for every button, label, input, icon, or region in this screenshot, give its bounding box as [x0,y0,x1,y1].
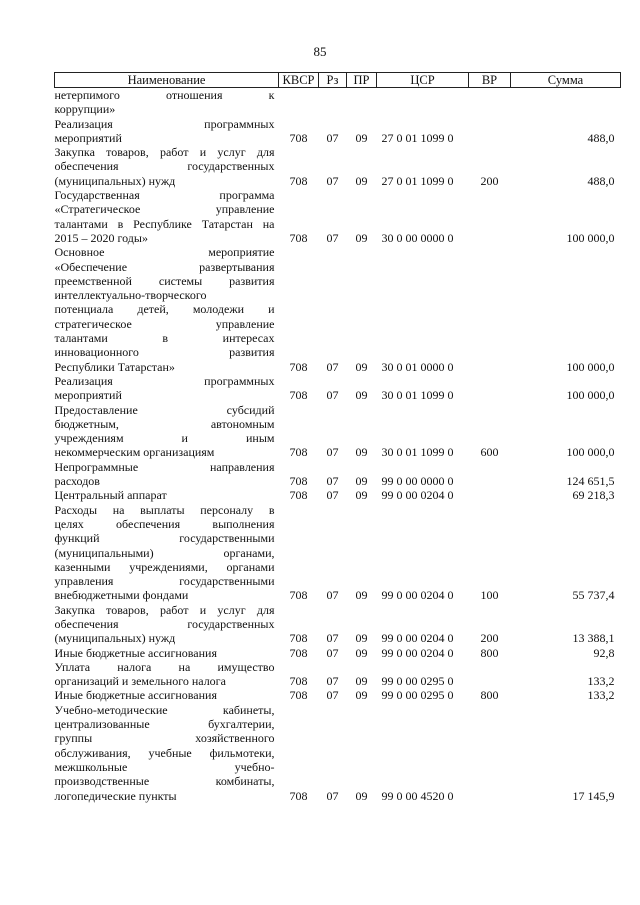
cell-csr: 99 0 00 0204 0 [381,488,454,503]
cell-rz: 07 [326,688,339,703]
cell-sum: 17 145,9 [572,788,615,803]
cell-vr [469,703,511,803]
row-name [55,688,279,702]
cell-sum: 100 000,0 [566,230,615,245]
row-name-line: Государственная программа [54,188,275,203]
table-row [55,403,621,460]
row-name-line: мероприятий [54,388,122,403]
cell-vr [469,188,511,245]
cell-kvsr: 708 [289,359,308,374]
cell-pr: 09 [355,130,368,145]
cell-kvsr: 708 [289,130,308,145]
cell-kvsr: 708 [289,173,308,188]
cell-sum: 124 651,5 [566,474,615,489]
cell-vr [469,660,511,689]
row-name-line: логопедические пункты [54,788,177,803]
cell-rz: 07 [326,359,339,374]
cell-sum: 133,2 [587,674,615,689]
row-name-line: казенными учреждениями, органами [54,559,275,574]
cell-kvsr: 708 [289,388,308,403]
row-name-line: коррупции» [54,102,116,117]
row-name [55,117,279,146]
row-name-line: Центральный аппарат [54,488,167,503]
row-name-line: бюджетным, автономным [54,416,275,431]
row-name [55,374,279,403]
row-name-line: Реализация программных [54,373,275,388]
row-name-line: преемственной системы развития [54,273,275,288]
budget-table-container [54,72,620,803]
row-name [55,88,279,117]
cell-sum: 488,0 [587,173,615,188]
row-name-line: Уплата налога на имущество [54,659,275,674]
row-name-line: некоммерческим организациям [54,445,215,460]
table-row [55,188,621,245]
page-number: 85 [313,44,327,59]
table-row [55,488,621,502]
table-row [55,374,621,403]
row-name-line: Учебно-методические кабинеты, [54,702,275,717]
row-name-line: Основное мероприятие [54,245,275,260]
cell-pr: 09 [355,474,368,489]
row-name-line: «Обеспечение развертывания [54,259,275,274]
cell-rz: 07 [326,788,339,803]
cell-vr: 800 [480,645,499,660]
cell-rz: 07 [326,230,339,245]
row-name-line: Иные бюджетные ассигнования [54,688,217,703]
cell-kvsr: 708 [289,631,308,646]
row-name-line: организаций и земельного налога [54,674,226,689]
row-name [55,460,279,489]
table-row [55,88,621,117]
cell-vr: 200 [480,173,499,188]
row-name-line: функций государственными [54,531,275,546]
row-name [55,503,279,603]
cell-kvsr: 708 [289,488,308,503]
row-name [55,660,279,689]
cell-csr: 99 0 00 0204 0 [381,588,454,603]
cell-rz: 07 [326,588,339,603]
cell-pr: 09 [355,388,368,403]
row-name-line: межшкольные учебно- [54,759,275,774]
row-name-line: (муниципальными) органами, [54,545,275,560]
cell-rz: 07 [326,631,339,646]
header-vr: ВР [469,73,511,88]
cell-kvsr: 708 [289,445,308,460]
table-row [55,245,621,374]
header-row [55,73,621,88]
cell-pr: 09 [355,631,368,646]
cell-pr: 09 [355,688,368,703]
cell-vr [469,117,511,146]
row-name-line: (муниципальных) нужд [54,631,176,646]
cell-vr: 200 [480,631,499,646]
cell-sum: 133,2 [587,688,615,703]
row-name-line: целях обеспечения выполнения [54,516,275,531]
cell-rz: 07 [326,488,339,503]
cell-csr: 99 0 00 4520 0 [381,788,454,803]
cell-vr [469,374,511,403]
cell-csr: 30 0 01 1099 0 [381,388,454,403]
row-name [55,403,279,460]
row-name-line: Закупка товаров, работ и услуг для [54,602,275,617]
cell-pr: 09 [355,588,368,603]
cell-rz: 07 [326,474,339,489]
cell-pr: 09 [355,674,368,689]
cell-kvsr: 708 [289,674,308,689]
cell-csr: 27 0 01 1099 0 [381,173,454,188]
header-name: Наименование [55,73,279,88]
header-rz: Рз [319,73,347,88]
cell-csr [377,88,469,117]
row-name-line: внебюджетными фондами [54,588,189,603]
cell-csr: 99 0 00 0295 0 [381,674,454,689]
row-name-line: управления государственными [54,574,275,589]
cell-sum: 69 218,3 [572,488,615,503]
row-name-line: расходов [54,474,100,489]
row-name-line: Предоставление субсидий [54,402,275,417]
row-name [55,245,279,374]
cell-pr [347,88,377,117]
cell-pr: 09 [355,645,368,660]
cell-pr: 09 [355,173,368,188]
table-row [55,703,621,803]
budget-table [54,72,621,803]
cell-csr: 30 0 00 0000 0 [381,230,454,245]
cell-kvsr: 708 [289,230,308,245]
row-name-line: стратегическое управление [54,316,275,331]
row-name [55,145,279,188]
cell-pr: 09 [355,445,368,460]
row-name-line: потенциала детей, молодежи и [54,302,275,317]
row-name-line: Расходы на выплаты персоналу в [54,502,275,517]
row-name-line: интеллектуально-творческого [54,288,207,303]
cell-vr [469,88,511,117]
cell-vr: 100 [480,588,499,603]
cell-pr: 09 [355,230,368,245]
cell-sum: 100 000,0 [566,388,615,403]
row-name-line: 2015 – 2020 годы» [54,230,148,245]
cell-kvsr: 708 [289,588,308,603]
cell-kvsr: 708 [289,688,308,703]
header-kvsr: КВСР [279,73,319,88]
table-header [55,73,621,88]
cell-csr: 30 0 01 0000 0 [381,359,454,374]
cell-pr: 09 [355,359,368,374]
cell-sum: 13 388,1 [572,631,615,646]
row-name [55,488,279,502]
cell-sum: 100 000,0 [566,445,615,460]
cell-pr: 09 [355,788,368,803]
row-name [55,703,279,803]
cell-csr: 27 0 01 1099 0 [381,130,454,145]
cell-rz: 07 [326,130,339,145]
cell-vr: 800 [480,688,499,703]
table-row [55,646,621,660]
row-name-line: обеспечения государственных [54,159,275,174]
cell-csr: 30 0 01 1099 0 [381,445,454,460]
cell-rz: 07 [326,388,339,403]
cell-kvsr: 708 [289,788,308,803]
row-name-line: мероприятий [54,130,122,145]
row-name-line: обеспечения государственных [54,616,275,631]
row-name-line: (муниципальных) нужд [54,173,176,188]
cell-vr [469,245,511,374]
cell-rz: 07 [326,645,339,660]
cell-rz [319,88,347,117]
cell-kvsr: 708 [289,645,308,660]
table-row [55,503,621,603]
row-name-line: обслуживания, учебные фильмотеки, [54,745,275,760]
cell-csr: 99 0 00 0000 0 [381,474,454,489]
cell-pr: 09 [355,488,368,503]
table-row [55,660,621,689]
cell-kvsr: 708 [289,474,308,489]
row-name-line: нетерпимого отношения к [54,88,275,102]
row-name-line: производственные комбинаты, [54,774,275,789]
row-name-line: Закупка товаров, работ и услуг для [54,145,275,160]
row-name-line: Иные бюджетные ассигнования [54,645,217,660]
row-name-line: инновационного развития [54,345,275,360]
cell-csr: 99 0 00 0204 0 [381,645,454,660]
header-csr: ЦСР [377,73,469,88]
cell-kvsr [279,88,319,117]
row-name-line: Республики Татарстан» [54,359,175,374]
cell-csr: 99 0 00 0204 0 [381,631,454,646]
table-row [55,117,621,146]
row-name-line: талантами в интересах [54,331,275,346]
cell-sum: 55 737,4 [572,588,615,603]
row-name-line: учреждениям и иным [54,431,275,446]
row-name [55,603,279,646]
cell-rz: 07 [326,445,339,460]
header-pr: ПР [347,73,377,88]
row-name-line: Реализация программных [54,116,275,131]
cell-rz: 07 [326,674,339,689]
table-row [55,603,621,646]
row-name-line: «Стратегическое управление [54,202,275,217]
cell-sum: 92,8 [593,645,615,660]
cell-sum [511,88,621,117]
table-row [55,145,621,188]
cell-sum: 100 000,0 [566,359,615,374]
row-name-line: группы хозяйственного [54,731,275,746]
row-name-line: централизованные бухгалтерии, [54,717,275,732]
table-body [55,88,621,803]
table-row [55,688,621,702]
cell-vr: 600 [480,445,499,460]
row-name-line: Непрограммные направления [54,459,275,474]
cell-csr: 99 0 00 0295 0 [381,688,454,703]
cell-rz: 07 [326,173,339,188]
cell-vr [469,488,511,502]
cell-sum: 488,0 [587,130,615,145]
table-row [55,460,621,489]
row-name-line: талантами в Республике Татарстан на [54,216,275,231]
row-name [55,646,279,660]
cell-vr [469,460,511,489]
header-sum: Сумма [511,73,621,88]
row-name [55,188,279,245]
